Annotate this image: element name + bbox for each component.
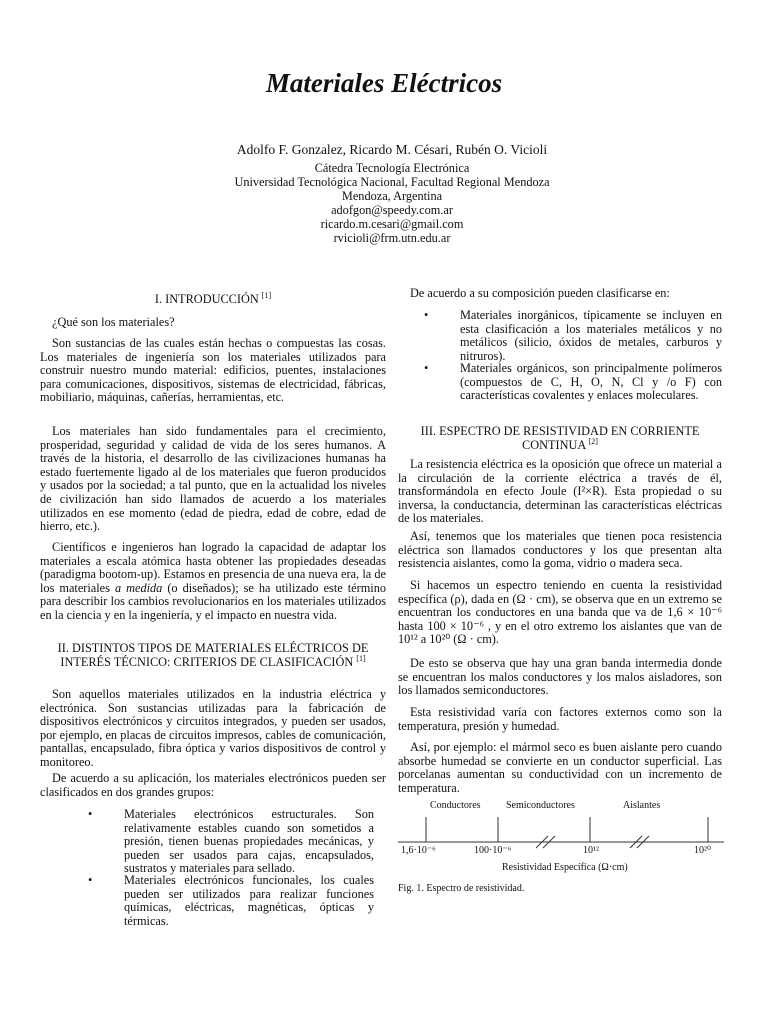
section-2-heading [46,642,380,669]
resistivity-spectrum-figure [398,795,724,875]
text: (o diseñados); se ha utilizado este término para describir los cambios revolucionarios en los materiales utilizados en la ciencia y en la ingeniería, y el impacto en nuestra vida. [40,580,386,622]
heading-text: III. ESPECTRO DE RESISTIVIDAD EN CORRIENTE CONTINUA [420,424,700,452]
band-label: Conductores [430,800,481,811]
tick-label: 10¹² [583,845,599,856]
paragraph: La resistencia eléctrica es la oposición que ofrece un material a la circulación de la corriente eléctrica a través de él, transformándola en efecto Joule (I²×R). Esta propiedad o su inversa, la conductancia, determinan las características eléctricas de los materiales. [398,457,722,526]
paragraph: De acuerdo a su composición pueden clasificarse en: [410,286,670,300]
band-label: Aislantes [623,800,661,811]
list-item-text: Materiales electrónicos estructurales. Son relativamente estables cuando son sometidos a presión, tienen buenas propiedades mecánicas, y pueden ser usados para cajas, encapsulados, sustratos y materiales para sellado. [124,807,374,876]
email-3[interactable]: rvicioli@frm.utn.edu.ar [333,231,451,245]
ref: [1] [261,290,272,300]
list-item [88,874,374,934]
ref: [2] [588,436,598,446]
list-item-text: Materiales orgánicos, son principalmente polímeros (compuestos de C, H, O, N, Cl y /o F) con características covalentes y enlaces moleculares. [460,361,722,403]
paragraph: Son aquellos materiales utilizados en la industria eléctrica y electrónica. Son sustancias utilizadas para la fabricación de dispositivos electrónicos y circuitos integrados, y pueden ser usados, por ejemplo, en placas de circuitos impresos, cables de comunicación, pantallas, encapsulado, fibra óptica y varios dispositivos de control y monitoreo. [40,687,386,769]
tick-label: 10²⁰ [694,845,712,856]
list-item [88,808,374,878]
list-item-text: Materiales electrónicos funcionales, los cuales pueden ser utilizados para realizar funciones químicas, eléctricas, magnéticas, ópticas y térmicas. [124,873,374,928]
section-3-heading [398,425,722,452]
paragraph: Son sustancias de las cuales están hechas o compuestas las cosas. Los materiales de ingeniería son los materiales utilizados para construir nuestro mundo material: edificios, puentes, instalaciones para comunicaciones, dispositivos, sistemas de electricidad, fábricas, mobiliario, máquinas, cañerías, herramientas, etc. [40,336,386,405]
bullet-icon: • [424,361,429,375]
bullet-icon: • [88,873,93,887]
list-item-text: Materiales inorgánicos, típicamente se incluyen en esta clasificación a los materiales metálicos y no metálicos (silicio, óxidos de metales, carburos y nitruros). [460,308,722,363]
axis-label: Resistividad Específica (Ω·cm) [502,862,628,873]
paragraph: Esta resistividad varía con factores externos como son la temperatura, presión y humedad. [398,705,722,733]
affiliation-city: Mendoza, Argentina [341,189,443,203]
bullet-icon: • [88,807,93,821]
emphasis: a medida [114,580,163,595]
tick-label: 100·10⁻⁶ [474,845,512,856]
affiliation-univ: Universidad Tecnológica Nacional, Facultad Regional Mendoza [234,175,550,189]
paragraph: Los materiales han sido fundamentales para el crecimiento, prosperidad, seguridad y calidad de vida de los seres humanos. A través de la historia, el desarrollo de las civilizaciones humanas ha estado fuertemente ligado al de los materiales que fueron producidos y usados por la sociedad; a tal punto, que en la actualidad los niveles de civilización han sido llamados de acuerdo a los materiales utilizados en ese momento (edad de piedra, edad de cobre, edad de hierro, etc.). [40,424,386,534]
paragraph: De esto se observa que hay una gran banda intermedia donde se encuentran los malos conductores y los malos aisladores, son los llamados semiconductores. [398,656,722,698]
paragraph: Si hacemos un espectro teniendo en cuenta la resistividad específica (ρ), dada en (Ω · cm), se observa que en un extremo se encuentran los conductores en una banda que va de 1,6 × 10⁻⁶ hasta 100 × 10⁻⁶ , y en el otro extremo los aislantes que van de 10¹² a 10²⁰ (Ω · cm). [398,578,722,647]
list-item [424,362,722,418]
affiliation-dept: Cátedra Tecnología Electrónica [314,161,470,175]
question: ¿Qué son los materiales? [52,315,175,329]
paper-title: Materiales Eléctricos [265,68,503,98]
email-1[interactable]: adofgon@speedy.com.ar [331,203,453,217]
list-item [424,309,722,365]
ref: [1] [356,653,366,663]
paragraph: Así, tenemos que los materiales que tienen poca resistencia eléctrica son llamados conductores y los que presentan alta resistencia aislantes, como la goma, vidrio o madera seca. [398,529,722,571]
bullet-icon: • [424,308,429,322]
section-1-heading [40,290,386,307]
text: Científicos e ingenieros han logrado la capacidad de adaptar los materiales a escala atómica hasta obtener las propiedades deseadas (paradigma bootom-up). Estamos en presencia de una nueva era, la de los materiales [40,540,386,595]
paragraph [40,541,386,623]
figure-caption: Fig. 1. Espectro de resistividad. [398,883,525,894]
band-label: Semiconductores [506,800,575,811]
heading-text: I. INTRODUCCIÓN [154,292,259,306]
heading-text: II. DISTINTOS TIPOS DE MATERIALES ELÉCTRICOS DE INTERÉS TÉCNICO: CRITERIOS DE CLASIFICACIÓN [57,641,369,669]
tick-label: 1,6·10⁻⁶ [401,845,436,856]
paragraph: De acuerdo a su aplicación, los materiales electrónicos pueden ser clasificados en dos grandes grupos: [40,771,386,799]
authors: Adolfo F. Gonzalez, Ricardo M. Césari, Rubén O. Vicioli [236,142,548,157]
email-2[interactable]: ricardo.m.cesari@gmail.com [320,217,464,231]
paragraph: Así, por ejemplo: el mármol seco es buen aislante pero cuando absorbe humedad se convierte en un conductor superficial. Las porcelanas aumentan su conductividad con un incremento de temperatura. [398,740,722,795]
